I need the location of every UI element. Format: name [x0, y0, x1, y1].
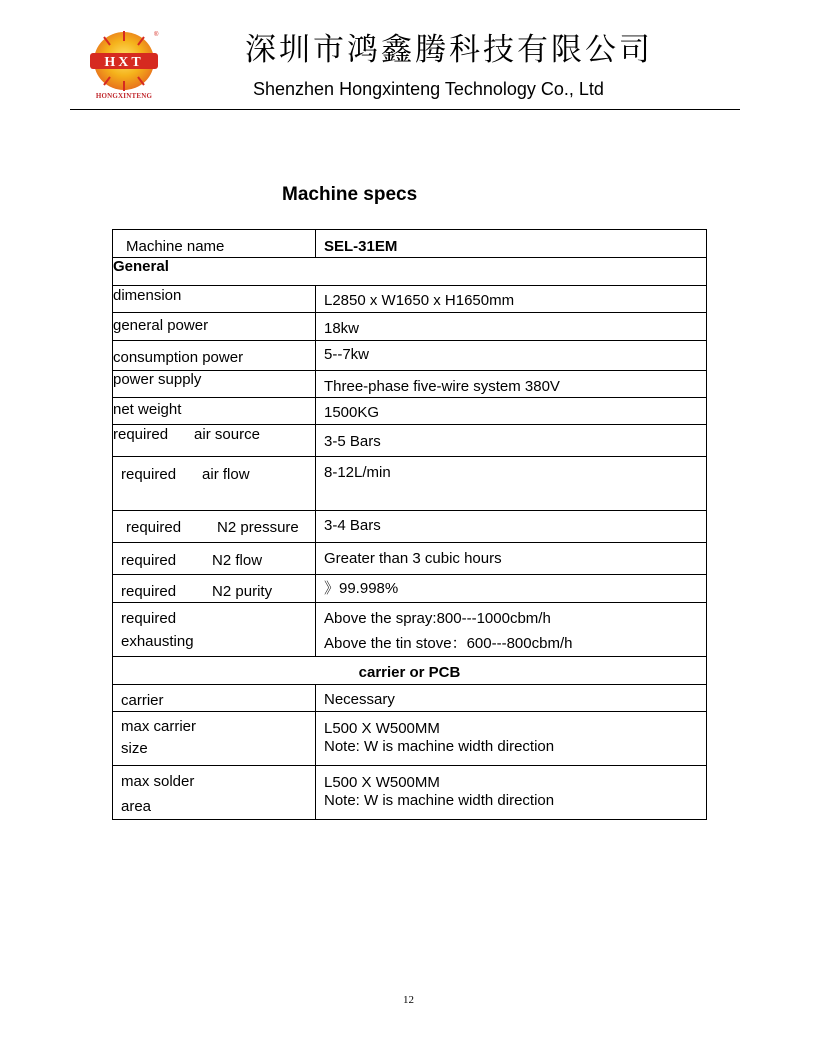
max-solder-area-label-line2: area: [121, 798, 152, 815]
max-solder-area-label-line1: max solder: [121, 773, 195, 790]
table-row-air-source: [113, 425, 707, 457]
exhausting-value-tin-stove: Above the tin stove：600---800cbm/h: [324, 635, 573, 652]
document-title: Machine specs: [282, 184, 418, 205]
n2-purity-value: 》99.998%: [324, 580, 399, 597]
max-carrier-size-value: L500 X W500MM: [324, 720, 440, 737]
table-row-consumption-power: [113, 341, 707, 371]
company-name-chinese: 深圳市鸿鑫腾科技有限公司: [245, 32, 653, 68]
air-flow-label: required air flow: [121, 466, 250, 483]
table-row-general-power: [113, 313, 707, 341]
table-row-machine-name: [113, 230, 707, 258]
n2-pressure-label: required N2 pressure: [126, 519, 299, 536]
general-power-label: general power: [113, 317, 209, 334]
table-row-n2-purity: [113, 575, 707, 603]
table-row-n2-flow: [113, 543, 707, 575]
air-flow-value: 8-12L/min: [324, 464, 391, 481]
table-row-dimension: [113, 286, 707, 313]
n2-pressure-value: 3-4 Bars: [324, 517, 381, 534]
carrier-section-heading: carrier or PCB: [358, 664, 461, 681]
power-supply-label: power supply: [113, 371, 202, 388]
table-row-max-carrier-size: [113, 712, 707, 766]
consumption-power-value: 5--7kw: [324, 346, 370, 363]
general-section-heading: General: [113, 258, 169, 275]
table-section-carrier: [113, 657, 707, 685]
net-weight-label: net weight: [113, 401, 182, 418]
max-carrier-size-label-line1: max carrier: [121, 718, 197, 735]
exhausting-label-line2: exhausting: [121, 633, 194, 650]
n2-purity-label: required N2 purity: [121, 583, 273, 600]
header-divider: [70, 109, 740, 110]
consumption-power-label: consumption power: [113, 349, 244, 366]
page-number: 12: [403, 994, 414, 1006]
max-solder-area-value: L500 X W500MM: [324, 774, 440, 791]
table-cell-value: [316, 230, 707, 258]
max-carrier-size-label-line2: size: [121, 740, 148, 757]
power-supply-value: Three-phase five-wire system 380V: [324, 378, 560, 395]
machine-name-label: Machine name: [126, 238, 225, 255]
exhausting-label-line1: required: [121, 610, 177, 627]
table-cell-label: [113, 230, 316, 258]
dimension-label: dimension: [113, 287, 182, 304]
table-row-n2-pressure: [113, 511, 707, 543]
section-header-cell: [113, 657, 707, 685]
table-row-carrier: [113, 685, 707, 712]
logo-emblem-icon: [86, 27, 162, 97]
n2-flow-value: Greater than 3 cubic hours: [324, 550, 502, 567]
company-name-english: Shenzhen Hongxinteng Technology Co., Ltd: [253, 79, 604, 99]
table-row-power-supply: [113, 371, 707, 398]
table-row-net-weight: [113, 398, 707, 425]
machine-specs-table: [112, 229, 707, 820]
logo-caption: HONGXINTENG: [95, 92, 153, 100]
machine-name-value: SEL-31EM: [324, 238, 398, 255]
logo-text: HXT: [104, 55, 144, 70]
max-carrier-size-note: Note: W is machine width direction: [324, 738, 555, 755]
carrier-label: carrier: [121, 692, 164, 709]
carrier-value: Necessary: [324, 691, 395, 708]
max-solder-area-note: Note: W is machine width direction: [324, 792, 555, 809]
table-row-air-flow: [113, 457, 707, 511]
air-source-label: required air source: [113, 426, 260, 443]
table-row-max-solder-area: [113, 766, 707, 820]
table-section-general: [113, 258, 707, 286]
svg-text:®: ®: [154, 32, 159, 38]
general-power-value: 18kw: [324, 320, 360, 337]
section-header-cell: [113, 258, 707, 286]
n2-flow-label: required N2 flow: [121, 552, 263, 569]
dimension-value: L2850 x W1650 x H1650mm: [324, 292, 515, 309]
exhausting-value-spray: Above the spray:800---1000cbm/h: [324, 610, 551, 627]
net-weight-value: 1500KG: [324, 404, 380, 421]
table-row-exhausting: [113, 603, 707, 657]
air-source-value: 3-5 Bars: [324, 433, 381, 450]
